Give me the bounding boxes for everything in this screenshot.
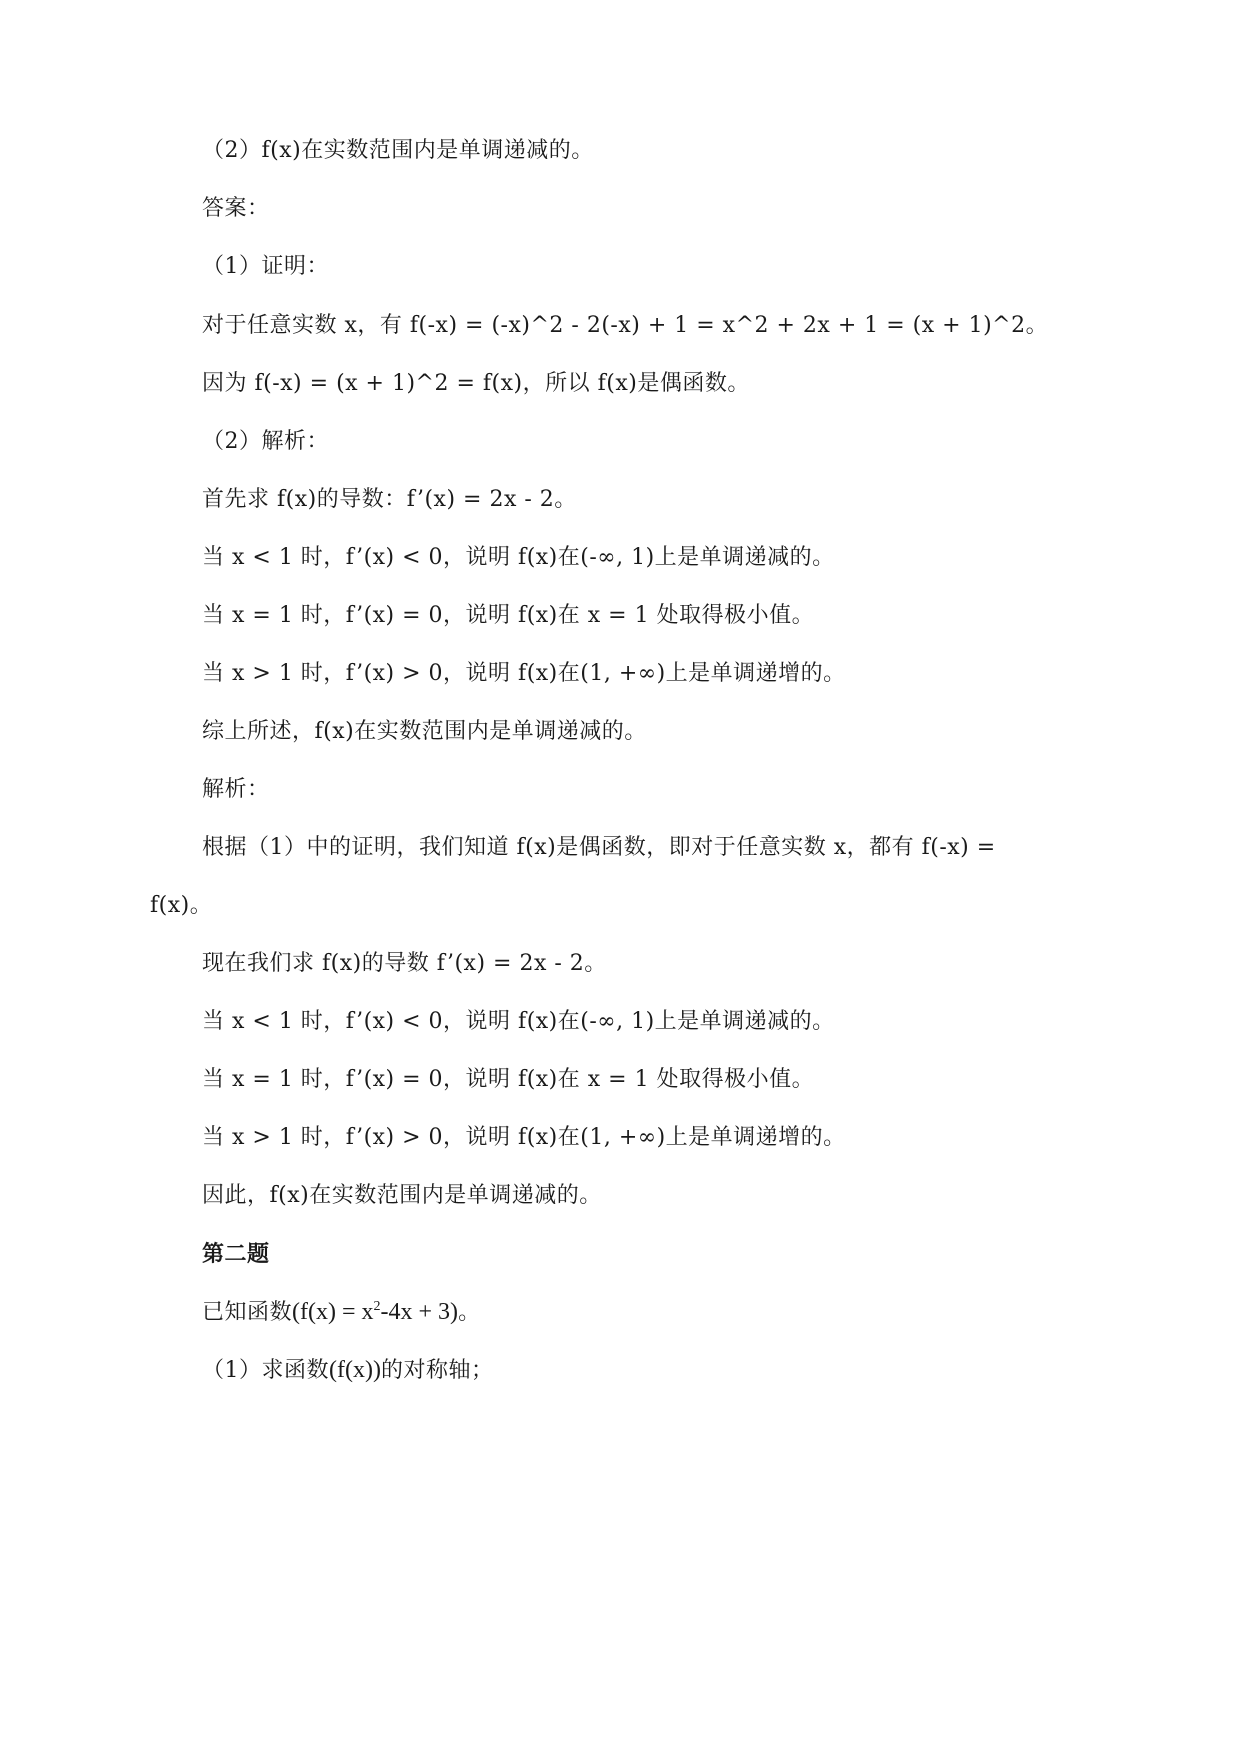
text-line: （2）f(x)在实数范围内是单调递减的。: [202, 138, 594, 163]
text-line-continuation: f(x)。: [150, 893, 213, 918]
text-line: 当 x > 1 时，f’(x) > 0，说明 f(x)在(1, +∞)上是单调递增的。: [202, 1125, 846, 1150]
formula-part-b: -4x + 3): [380, 1299, 459, 1325]
text-line: 对于任意实数 x，有 f(-x) = (-x)^2 - 2(-x) + 1 = x^2 + 2x + 1 = (x + 1)^2。: [202, 313, 1049, 338]
sub-question-prefix: （1）求函数: [202, 1358, 329, 1383]
text-line: 现在我们求 f(x)的导数 f’(x) = 2x - 2。: [202, 951, 607, 976]
question-prefix: 已知函数: [202, 1300, 293, 1325]
text-line: 综上所述，f(x)在实数范围内是单调递减的。: [202, 719, 647, 744]
text-line: （1）证明：: [202, 254, 329, 279]
formula-exponent: 2: [373, 1299, 381, 1314]
text-line: 首先求 f(x)的导数：f’(x) = 2x - 2。: [202, 487, 577, 512]
sub-question-formula: (f(x)): [329, 1357, 381, 1383]
text-line: 根据（1）中的证明，我们知道 f(x)是偶函数，即对于任意实数 x，都有 f(-x) =: [202, 835, 996, 860]
text-line: 因为 f(-x) = (x + 1)^2 = f(x)，所以 f(x)是偶函数。: [202, 371, 750, 396]
text-line: 当 x > 1 时，f’(x) > 0，说明 f(x)在(1, +∞)上是单调递增的。: [202, 661, 846, 686]
question-statement: [202, 1297, 481, 1327]
text-line: 当 x = 1 时，f’(x) = 0，说明 f(x)在 x = 1 处取得极小值。: [202, 1067, 815, 1092]
text-line: 因此，f(x)在实数范围内是单调递减的。: [202, 1183, 602, 1208]
question-suffix: 。: [458, 1300, 481, 1325]
text-line: 当 x < 1 时，f’(x) < 0，说明 f(x)在(-∞, 1)上是单调递减的。: [202, 1009, 835, 1034]
text-line: 当 x < 1 时，f’(x) < 0，说明 f(x)在(-∞, 1)上是单调递减的。: [202, 545, 835, 570]
analysis-heading: 解析：: [202, 777, 270, 802]
sub-question-1: [202, 1355, 493, 1385]
section-title: 第二题: [202, 1241, 270, 1267]
text-line: （2）解析：: [202, 429, 329, 454]
answer-heading: 答案：: [202, 196, 270, 221]
formula-part-a: (f(x) = x: [292, 1299, 374, 1325]
text-line: 当 x = 1 时，f’(x) = 0，说明 f(x)在 x = 1 处取得极小值。: [202, 603, 815, 628]
sub-question-suffix: 的对称轴；: [380, 1358, 494, 1383]
function-formula: [292, 1299, 458, 1325]
